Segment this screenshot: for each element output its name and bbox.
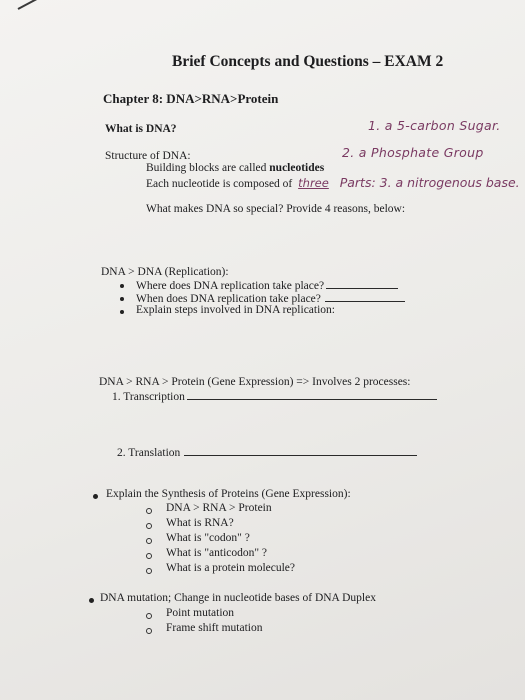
mutation-item-2: Frame shift mutation: [166, 622, 263, 634]
synthesis-item-4: What is "anticodon" ?: [166, 547, 268, 559]
answer-blank[interactable]: [184, 445, 417, 456]
bullet: [120, 310, 124, 314]
synthesis-item-1: DNA > RNA > Protein: [166, 502, 272, 514]
synthesis-heading: Explain the Synthesis of Proteins (Gene Expression):: [106, 488, 351, 500]
replication-steps: Explain steps involved in DNA replication:: [136, 304, 335, 316]
mutation-heading: DNA mutation; Change in nucleotide bases of DNA Duplex: [100, 592, 376, 604]
sub-bullet: [146, 538, 152, 544]
transcription-line: [112, 389, 437, 403]
bullet: [93, 494, 98, 499]
building-blocks-text: Building blocks are called: [146, 162, 270, 174]
pen-mark: [18, 0, 51, 10]
page-title: Brief Concepts and Questions – EXAM 2: [172, 53, 444, 70]
sub-bullet: [146, 553, 152, 559]
expression-heading: DNA > RNA > Protein (Gene Expression) => Involves 2 processes:: [99, 376, 411, 388]
structure-heading: Structure of DNA:: [105, 150, 191, 162]
synthesis-item-5: What is a protein molecule?: [166, 562, 296, 574]
mutation-item-1: Point mutation: [166, 607, 235, 619]
sub-bullet: [146, 508, 152, 514]
nucleotides-term: nucleotides: [269, 162, 325, 174]
answer-blank[interactable]: [187, 389, 437, 400]
sub-bullet: [146, 613, 152, 619]
synthesis-item-3: What is "codon" ?: [166, 532, 250, 544]
special-question: What makes DNA so special? Provide 4 reasons, below:: [146, 203, 406, 215]
answer-blank[interactable]: [325, 291, 405, 302]
bullet: [120, 297, 124, 301]
replication-where: Where does DNA replication take place?: [136, 280, 325, 292]
bullet: [120, 284, 124, 288]
translation-label: 2. Translation: [117, 447, 181, 459]
building-blocks-line: [146, 162, 324, 174]
transcription-label: 1. Transcription: [112, 391, 185, 403]
translation-line: [117, 445, 417, 459]
replication-item-1: [136, 278, 398, 292]
sub-bullet: [146, 523, 152, 529]
question-what-is-dna: What is DNA?: [105, 123, 177, 135]
replication-heading: DNA > DNA (Replication):: [101, 266, 229, 278]
sub-bullet: [146, 628, 152, 634]
chapter-heading: Chapter 8: DNA>RNA>Protein: [103, 91, 279, 106]
bullet: [89, 598, 94, 603]
answer-blank[interactable]: [326, 278, 398, 289]
handwritten-three: three: [298, 176, 329, 190]
sub-bullet: [146, 568, 152, 574]
handwritten-answer-base: Parts: 3. a nitrogenous base.: [339, 175, 520, 190]
nucleotide-composition-text: Each nucleotide is composed of: [146, 178, 293, 190]
handwritten-answer-phosphate: 2. a Phosphate Group: [342, 145, 484, 160]
handwritten-answer-sugar: 1. a 5-carbon Sugar.: [368, 118, 501, 133]
replication-item-2: [136, 291, 405, 305]
replication-when: When does DNA replication take place?: [136, 293, 321, 305]
nucleotide-composition-line: [146, 175, 520, 190]
synthesis-item-2: What is RNA?: [166, 517, 234, 529]
